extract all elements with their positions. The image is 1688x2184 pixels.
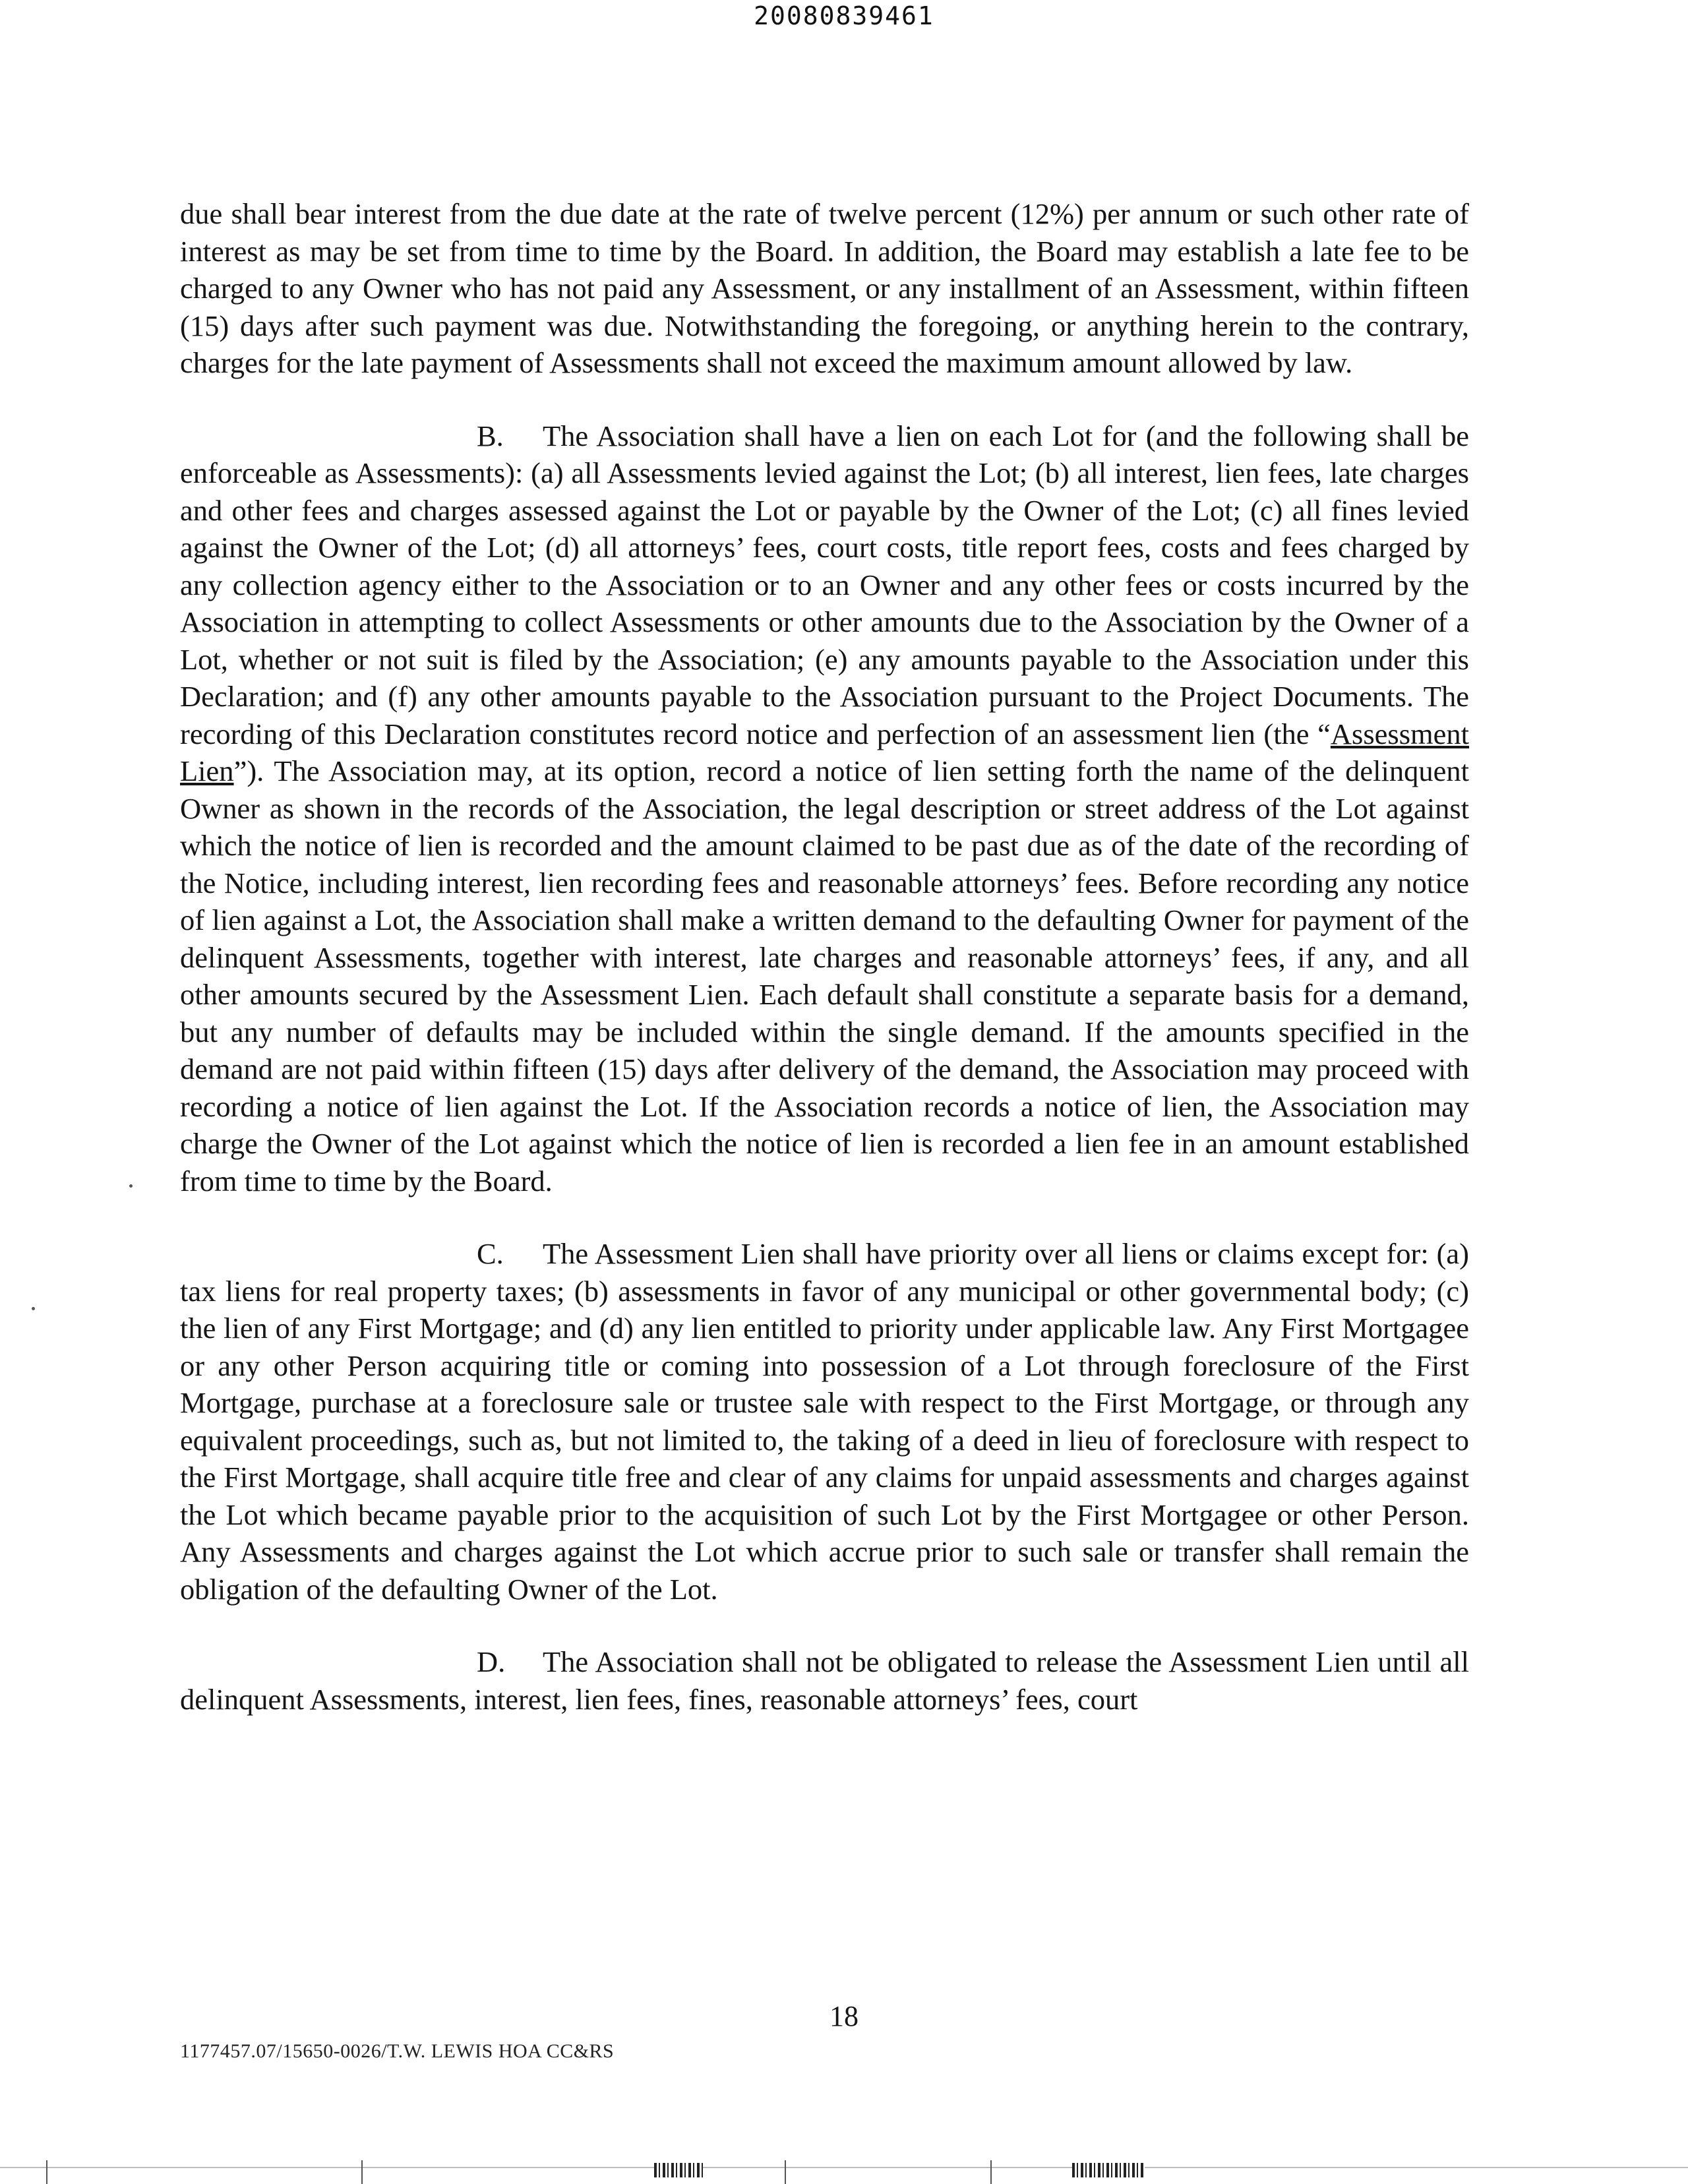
scan-tick [361, 2160, 363, 2184]
paragraph-continuation: due shall bear interest from the due date at the rate of twelve percent (12%) per annum or such other rate of interest as may be set from time to time by the Board. In addition, the Board may establish a late fee to be charged to any Owner who has not paid any Assessment, or any installment of an Assessment, within fifteen (15) days after such payment was due. Notwithstanding the foregoing, or anything herein to the contrary, charges for the late payment of Assessments shall not exceed the maximum amount allowed by law. [180, 197, 1469, 379]
paragraph-b [180, 417, 1469, 1200]
scan-tick [46, 2160, 47, 2184]
paragraph-b-letter: B. [477, 419, 504, 452]
paragraph-d-letter: D. [477, 1645, 506, 1678]
page-number: 18 [829, 2000, 859, 2032]
paragraph-c [180, 1235, 1469, 1608]
paragraph-c-letter: C. [477, 1237, 504, 1270]
footer-reference: 1177457.07/15650-0026/T.W. LEWIS HOA CC&RS [180, 2040, 615, 2062]
scan-tick [990, 2160, 992, 2184]
scan-barcode-fragment [1072, 2163, 1145, 2177]
scan-line [0, 2167, 1688, 2168]
document-number: 20080839461 [754, 1, 934, 30]
scan-speck [32, 1307, 35, 1310]
scan-edge-artifact [0, 2155, 1688, 2184]
paragraph-d [180, 1643, 1469, 1718]
scan-tick [785, 2160, 786, 2184]
page-body [180, 195, 1469, 1753]
paragraph-b-text-after: ”). The Association may, at its option, record a notice of lien setting forth the name of the delinquent Owner as shown in the records of the Association, the legal description or street address of the Lot against which the notice of lien is recorded and the amount claimed to be past due as of the date of the recording of the Notice, including interest, lien recording fees and reasonable attorneys’ fees. Before recording any notice of lien against a Lot, the Association shall make a written demand to the defaulting Owner for payment of the delinquent Assessments, together with interest, late charges and reasonable attorneys’ fees, if any, and all other amounts secured by the Assessment Lien. Each default shall constitute a separate basis for a demand, but any number of defaults may be included within the single demand. If the amounts specified in the demand are not paid within fifteen (15) days after delivery of the demand, the Association may proceed with recording a notice of lien against the Lot. If the Association records a notice of lien, the Association may charge the Owner of the Lot against which the notice of lien is recorded a lien fee in an amount established from time to time by the Board. [180, 754, 1469, 1198]
scan-speck [129, 1184, 133, 1188]
paragraph-b-text-before: The Association shall have a lien on each Lot for (and the following shall be enforceable as Assessments): (a) all Assessments levied against the Lot; (b) all interest, lien fees, late charges and other fees and charges assessed against the Lot or payable by the Owner of the Lot; (c) all fines levied against the Owner of the Lot; (d) all attorneys’ fees, court costs, title report fees, costs and fees charged by any collection agency either to the Association or to an Owner and any other fees or costs incurred by the Association in attempting to collect Assessments or other amounts due to the Association by the Owner of a Lot, whether or not suit is filed by the Association; (e) any amounts payable to the Association under this Declaration; and (f) any other amounts payable to the Association pursuant to the Project Documents. The recording of this Declaration constitutes record notice and perfection of an assessment lien (the “ [180, 419, 1469, 750]
paragraph-d-text: The Association shall not be obligated to release the Assessment Lien until all delinquent Assessments, interest, lien fees, fines, reasonable attorneys’ fees, court [180, 1645, 1469, 1716]
paragraph-c-text: The Assessment Lien shall have priority over all liens or claims except for: (a) tax liens for real property taxes; (b) assessments in favor of any municipal or other governmental body; (c) the lien of any First Mortgage; and (d) any lien entitled to priority under applicable law. Any First Mortgagee or any other Person acquiring title or coming into possession of a Lot through foreclosure of the First Mortgage, purchase at a foreclosure sale or trustee sale with respect to the First Mortgage, or through any equivalent proceedings, such as, but not limited to, the taking of a deed in lieu of foreclosure with respect to the First Mortgage, shall acquire title free and clear of any claims for unpaid assessments and charges against the Lot which became payable prior to the acquisition of such Lot by the First Mortgagee or other Person. Any Assessments and charges against the Lot which accrue prior to such sale or transfer shall remain the obligation of the defaulting Owner of the Lot. [180, 1237, 1469, 1606]
assessment-lien-defined-term: Assessment Lien [180, 717, 1469, 787]
scan-barcode-fragment [654, 2163, 703, 2177]
